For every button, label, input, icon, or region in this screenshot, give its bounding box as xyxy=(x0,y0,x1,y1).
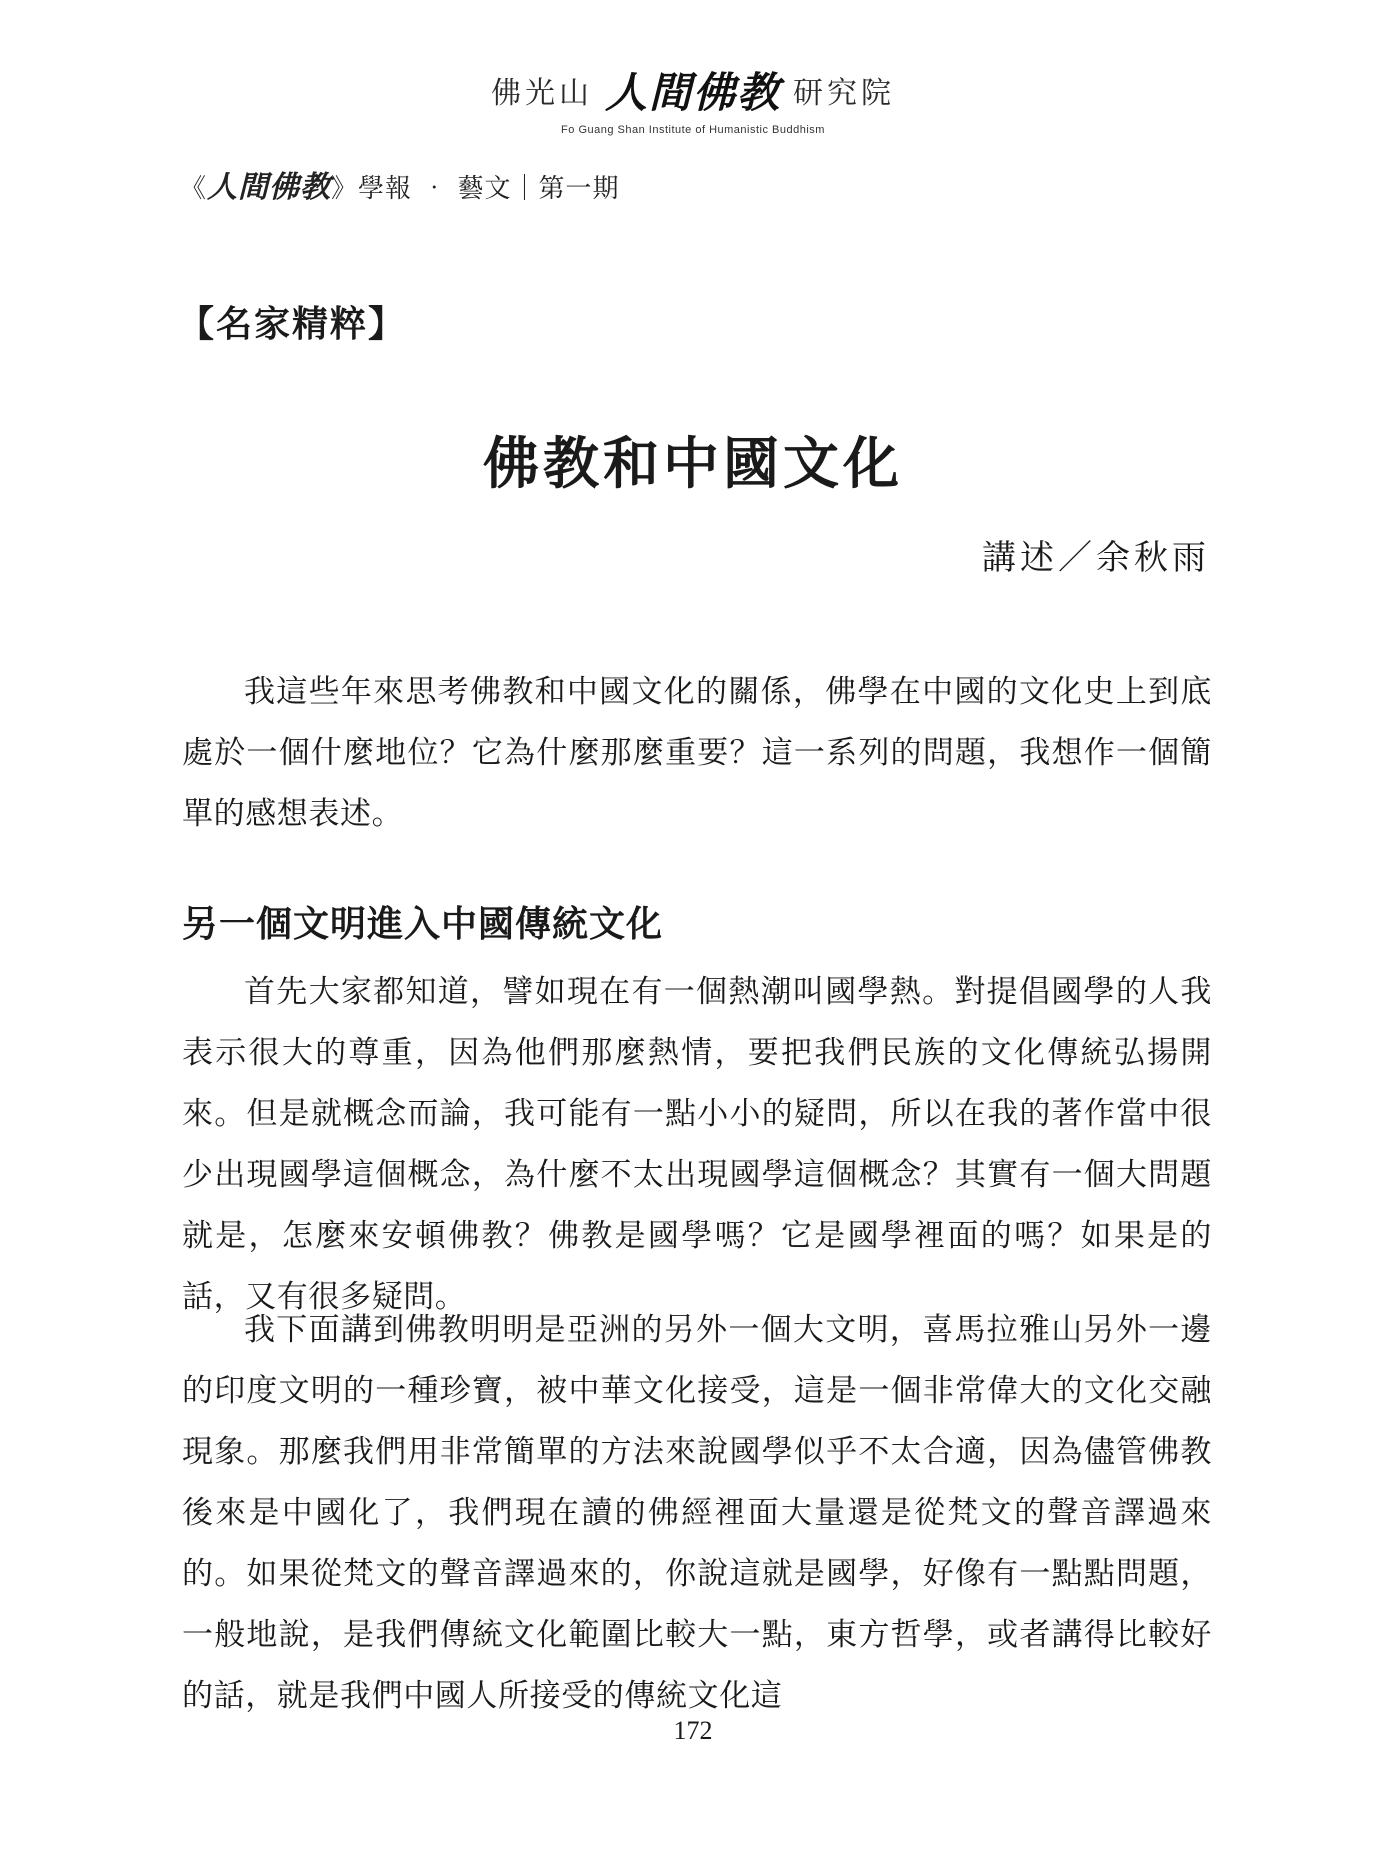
journal-open-bracket: 《 xyxy=(180,174,208,204)
body-paragraph-1: 首先大家都知道，譬如現在有一個熱潮叫國學熱。對提倡國學的人我表示很大的尊重，因為他們那麼熱情，要把我們民族的文化傳統弘揚開來。但是就概念而論，我可能有一點小小的疑問，所以在我的著作當中很少出現國學這個概念，為什麼不太出現國學這個概念？其實有一個大問題就是，怎麼來安頓佛教？佛教是國學嗎？它是國學裡面的嗎？如果是的話，又有很多疑問。 xyxy=(182,974,1212,1315)
institute-brand-logo: 人間佛教 xyxy=(604,68,781,117)
section-subheading: 另一個文明進入中國傳統文化 xyxy=(182,903,664,945)
institute-suffix: 研究院 xyxy=(793,76,895,111)
journal-issue-info: 學報 ‧ 藝文｜第一期 xyxy=(358,174,620,204)
author-byline: 講述／余秋雨 xyxy=(982,538,1210,578)
institute-english-name: Fo Guang Shan Institute of Humanistic Buddhism xyxy=(561,124,825,136)
institute-name xyxy=(491,60,895,120)
intro-paragraph: 我這些年來思考佛教和中國文化的關係，佛學在中國的文化史上到底處於一個什麼地位？它為什麼那麼重要？這一系列的問題，我想作一個簡單的感想表述。 xyxy=(182,674,1212,832)
journal-running-head xyxy=(180,162,620,206)
page-header xyxy=(0,60,1386,136)
institute-prefix: 佛光山 xyxy=(490,76,593,111)
article-title: 佛教和中國文化 xyxy=(483,431,903,497)
body-paragraph-2: 我下面講到佛教明明是亞洲的另外一個大文明，喜馬拉雅山另外一邊的印度文明的一種珍寶，被中華文化接受，這是一個非常偉大的文化交融現象。那麼我們用非常簡單的方法來說國學似乎不太合適，因為儘管佛教後來是中國化了，我們現在讀的佛經裡面大量還是從梵文的聲音譯過來的。如果從梵文的聲音譯過來的，你說這就是國學，好像有一點點問題，一般地說，是我們傳統文化範圍比較大一點，東方哲學，或者講得比較好的話，就是我們中國人所接受的傳統文化這 xyxy=(182,1312,1212,1714)
section-tag: 【名家精粹】 xyxy=(178,303,407,345)
journal-brand-logo: 人間佛教 xyxy=(207,170,332,205)
journal-close-bracket: 》 xyxy=(331,174,359,204)
page-number: 172 xyxy=(673,1716,713,1745)
